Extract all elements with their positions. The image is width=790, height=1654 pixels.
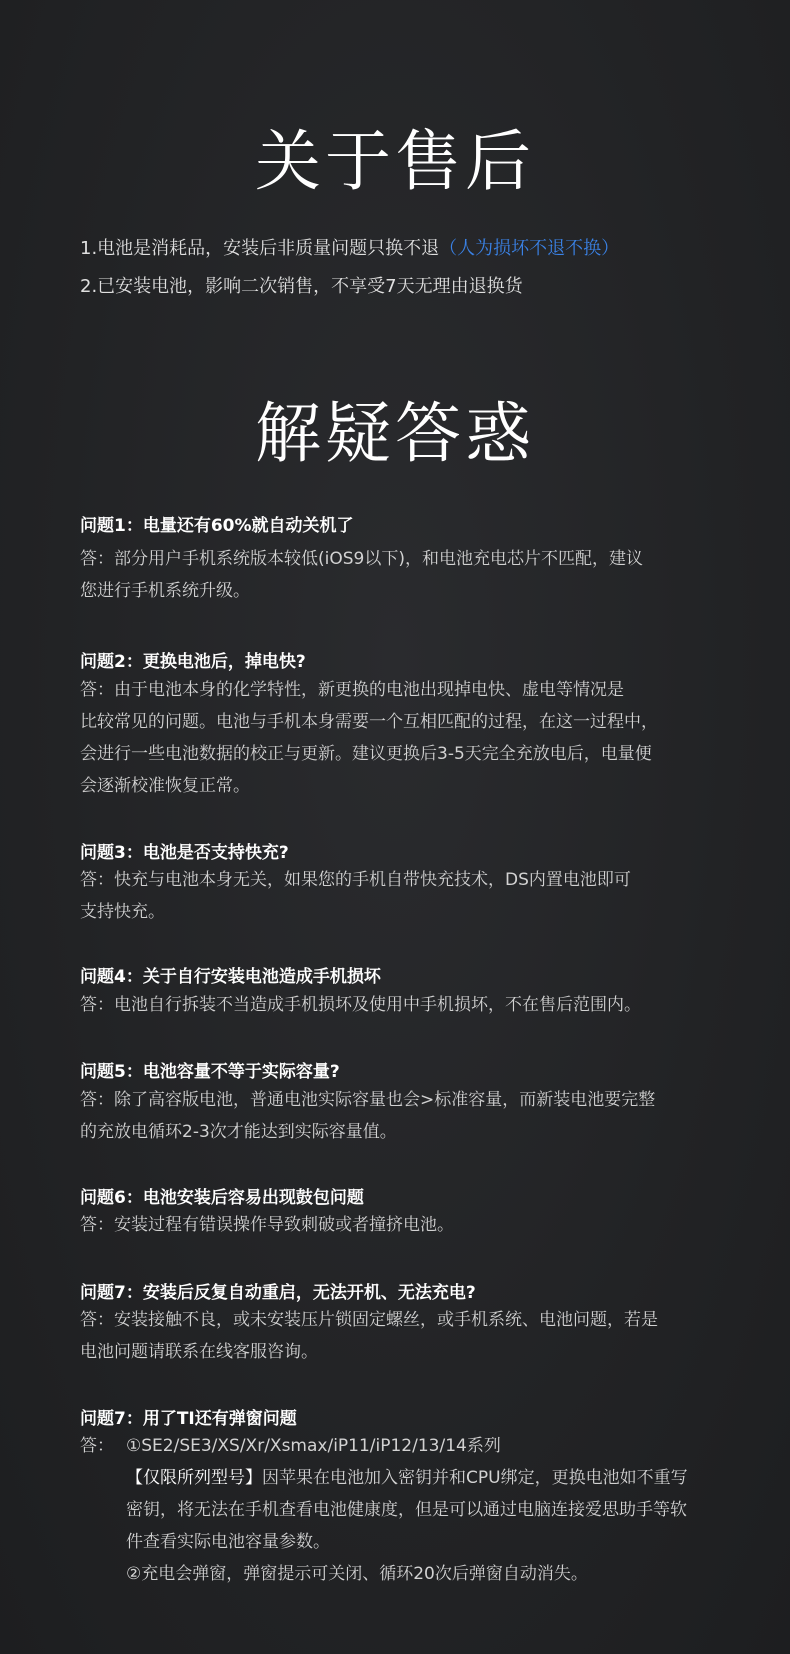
aftersales-title: 关于售后: [255, 123, 535, 200]
faq-answer-1-line: 您进行手机系统升级。: [80, 581, 250, 601]
faq-answer-1-line: 答：部分用户手机系统版本较低(iOS9以下)，和电池充电芯片不匹配，建议: [80, 549, 643, 569]
faq-answer-4-line: 答：电池自行拆装不当造成手机损坏及使用中手机损坏，不在售后范围内。: [80, 995, 641, 1015]
faq-answer-6: [80, 1209, 730, 1241]
faq-answer-8-text: 因苹果在电池加入密钥并和CPU绑定，更换电池如不重写: [262, 1468, 688, 1488]
faq-question-8: 问题7：用了TI还有弹窗问题: [80, 1409, 297, 1429]
faq-question-7: 问题7：安装后反复自动重启，无法开机、无法充电?: [80, 1283, 476, 1303]
faq-answer-2-line: 会逐渐校准恢复正常。: [80, 776, 250, 796]
faq-answer-8-line-5: ②充电会弹窗，弹窗提示可关闭、循环20次后弹窗自动消失。: [126, 1564, 588, 1584]
policy-item-2: 2.已安装电池，影响二次销售，不享受7天无理由退换货: [80, 276, 523, 297]
faq-answer-1: [80, 543, 730, 607]
faq-answer-2-line: 比较常见的问题。电池与手机本身需要一个互相匹配的过程，在这一过程中，: [80, 712, 658, 732]
faq-question-3: 问题3：电池是否支持快充?: [80, 843, 289, 863]
faq-answer-8-line-4: 件查看实际电池容量参数。: [126, 1532, 330, 1552]
faq-answer-8-line-1: [80, 1430, 730, 1462]
faq-answer-3-line: 答：快充与电池本身无关，如果您的手机自带快充技术，DS内置电池即可: [80, 870, 631, 890]
faq-answer-2: [80, 674, 730, 802]
faq-question-4: 问题4：关于自行安装电池造成手机损坏: [80, 967, 381, 987]
faq-question-2: 问题2：更换电池后，掉电快?: [80, 652, 306, 672]
faq-answer-7-line: 答：安装接触不良，或未安装压片锁固定螺丝，或手机系统、电池问题，若是: [80, 1310, 658, 1330]
faq-question-1: 问题1：电量还有60%就自动关机了: [80, 516, 354, 536]
policy-item-1-text: 1.电池是消耗品，安装后非质量问题只换不退: [80, 238, 440, 259]
faq-title: 解疑答惑: [255, 395, 535, 472]
faq-answer-8: [80, 1430, 730, 1590]
faq-answer-2-line: 会进行一些电池数据的校正与更新。建议更换后3-5天完全充放电后，电量便: [80, 744, 652, 764]
faq-answer-8-prefix: 答：: [80, 1436, 114, 1456]
faq-answer-3: [80, 864, 730, 928]
faq-question-6: 问题6：电池安装后容易出现鼓包问题: [80, 1188, 364, 1208]
faq-answer-5: [80, 1084, 730, 1148]
faq-answer-3-line: 支持快充。: [80, 902, 165, 922]
faq-answer-7: [80, 1304, 730, 1368]
faq-question-5: 问题5：电池容量不等于实际容量?: [80, 1062, 340, 1082]
faq-answer-8-bracket: 【仅限所列型号】: [126, 1468, 262, 1488]
faq-answer-8-line-2: [80, 1462, 730, 1494]
faq-answer-5-line: 答：除了高容版电池，普通电池实际容量也会>标准容量，而新装电池要完整: [80, 1090, 656, 1110]
faq-answer-4: [80, 989, 730, 1021]
faq-answer-5-line: 的充放电循环2-3次才能达到实际容量值。: [80, 1122, 397, 1142]
faq-answer-6-line: 答：安装过程有错误操作导致刺破或者撞挤电池。: [80, 1215, 454, 1235]
policy-item-1-note: （人为损坏不退不换）: [439, 238, 620, 259]
faq-answer-8-line-3: 密钥，将无法在手机查看电池健康度，但是可以通过电脑连接爱思助手等软: [126, 1500, 687, 1520]
faq-answer-7-line: 电池问题请联系在线客服咨询。: [80, 1342, 318, 1362]
faq-answer-2-line: 答：由于电池本身的化学特性，新更换的电池出现掉电快、虚电等情况是: [80, 680, 624, 700]
policy-item-1: [80, 234, 619, 260]
faq-answer-8-models: ①SE2/SE3/XS/Xr/Xsmax/iP11/iP12/13/14系列: [126, 1436, 501, 1456]
